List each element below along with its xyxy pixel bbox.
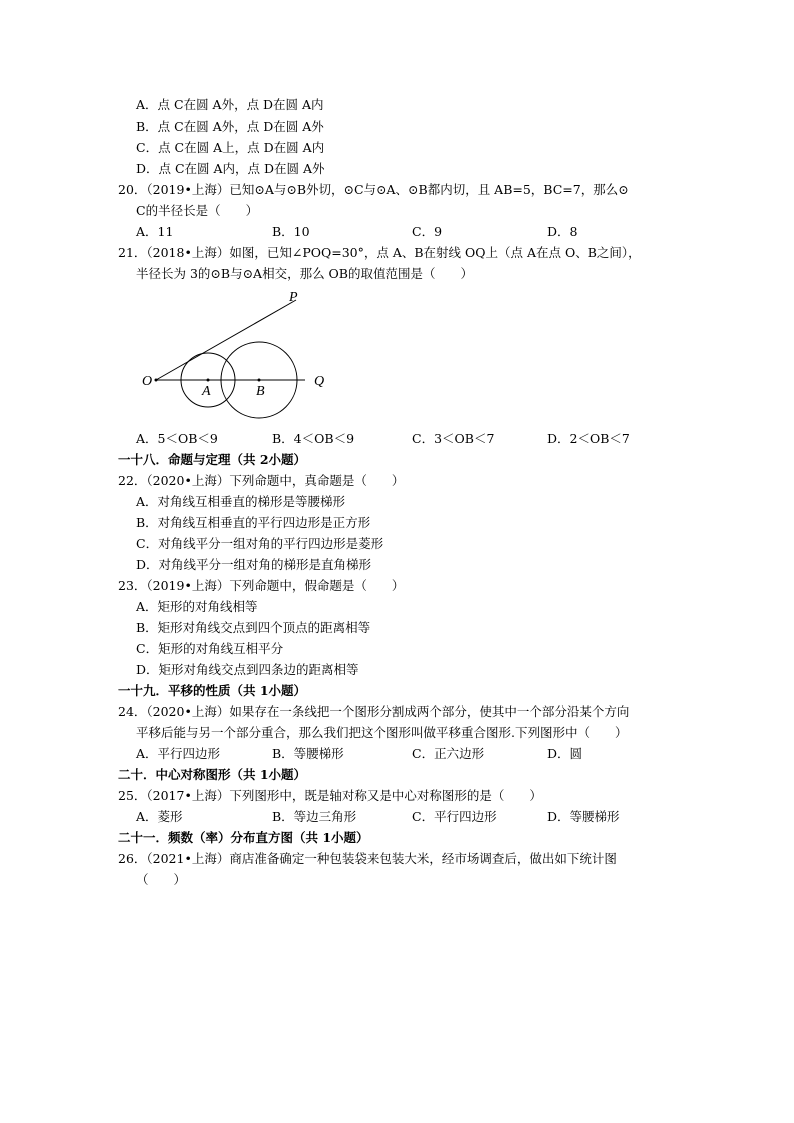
q20-option-c: C．9 bbox=[412, 224, 443, 239]
q21-stem-line1: 21．（2018•上海）如图，已知∠POQ=30°，点 A、B在射线 OQ上（点 A在点 O、B之间）， bbox=[118, 245, 641, 260]
q23-option-d: D．矩形对角线交点到四条边的距离相等 bbox=[136, 662, 359, 677]
q21-option-c: C．3＜OB＜7 bbox=[412, 431, 495, 446]
q25-option-c: C．平行四边形 bbox=[412, 809, 497, 824]
q21-stem-line2: 半径长为 3的⊙B与⊙A相交，那么 OB的取值范围是（ ） bbox=[136, 266, 473, 281]
q19-option-a: A．点 C在圆 A外，点 D在圆 A内 bbox=[136, 97, 324, 112]
label-P: P bbox=[289, 290, 298, 305]
q19-option-c: C．点 C在圆 A上，点 D在圆 A内 bbox=[136, 140, 325, 155]
q24-option-a: A．平行四边形 bbox=[136, 746, 221, 761]
section-heading-20: 二十．中心对称图形（共 1小题） bbox=[118, 767, 307, 782]
q23-stem: 23．（2019•上海）下列命题中，假命题是（ ） bbox=[118, 578, 405, 593]
section-heading-19: 一十九．平移的性质（共 1小题） bbox=[118, 683, 307, 698]
q20-option-b: B．10 bbox=[272, 224, 310, 239]
q24-option-b: B．等腰梯形 bbox=[272, 746, 344, 761]
q22-option-d: D．对角线平分一组对角的梯形是直角梯形 bbox=[136, 557, 372, 572]
q21-option-b: B．4＜OB＜9 bbox=[272, 431, 355, 446]
q19-option-b: B．点 C在圆 A外，点 D在圆 A外 bbox=[136, 119, 324, 134]
q24-option-d: D．圆 bbox=[547, 746, 583, 761]
q25-stem: 25．（2017•上海）下列图形中，既是轴对称又是中心对称图形的是（ ） bbox=[118, 788, 542, 803]
q26-stem-line1: 26．（2021•上海）商店准备确定一种包装袋来包装大米，经市场调查后，做出如下统计图 bbox=[118, 851, 617, 866]
q25-option-d: D．等腰梯形 bbox=[547, 809, 620, 824]
point-O bbox=[155, 379, 158, 382]
q23-option-c: C．矩形的对角线互相平分 bbox=[136, 641, 284, 656]
q22-option-c: C．对角线平分一组对角的平行四边形是菱形 bbox=[136, 536, 384, 551]
q20-stem-line2: C的半径长是（ ） bbox=[136, 203, 259, 218]
label-B: B bbox=[256, 384, 265, 399]
q22-option-a: A．对角线互相垂直的梯形是等腰梯形 bbox=[136, 494, 346, 509]
q20-stem-line1: 20．（2019•上海）已知⊙A与⊙B外切，⊙C与⊙A、⊙B都内切，且 AB=5，BC=7，那么⊙ bbox=[118, 182, 629, 197]
label-A: A bbox=[202, 384, 211, 399]
geometry-figure bbox=[130, 285, 350, 425]
section-heading-18: 一十八．命题与定理（共 2小题） bbox=[118, 452, 307, 467]
q23-option-a: A．矩形的对角线相等 bbox=[136, 599, 258, 614]
q20-option-a: A．11 bbox=[136, 224, 174, 239]
q21-option-a: A．5＜OB＜9 bbox=[136, 431, 218, 446]
label-Q: Q bbox=[314, 374, 325, 389]
q25-option-a: A．菱形 bbox=[136, 809, 183, 824]
point-A bbox=[207, 379, 210, 382]
q24-option-c: C．正六边形 bbox=[412, 746, 485, 761]
q24-stem-line1: 24．（2020•上海）如果存在一条线把一个图形分割成两个部分，使其中一个部分沿某个方向 bbox=[118, 704, 630, 719]
q22-stem: 22．（2020•上海）下列命题中，真命题是（ ） bbox=[118, 473, 405, 488]
q20-option-d: D．8 bbox=[547, 224, 578, 239]
q24-stem-line2: 平移后能与另一个部分重合，那么我们把这个图形叫做平移重合图形.下列图形中（ ） bbox=[136, 725, 628, 740]
q26-stem-line2: （ ） bbox=[136, 872, 187, 887]
q23-option-b: B．矩形对角线交点到四个顶点的距离相等 bbox=[136, 620, 371, 635]
q21-option-d: D．2＜OB＜7 bbox=[547, 431, 630, 446]
q19-option-d: D．点 C在圆 A内，点 D在圆 A外 bbox=[136, 161, 325, 176]
point-B bbox=[258, 379, 261, 382]
q22-option-b: B．对角线互相垂直的平行四边形是正方形 bbox=[136, 515, 371, 530]
label-O: O bbox=[142, 374, 153, 389]
q25-option-b: B．等边三角形 bbox=[272, 809, 357, 824]
ray-OP bbox=[156, 300, 296, 380]
section-heading-21: 二十一．频数（率）分布直方图（共 1小题） bbox=[118, 830, 369, 845]
